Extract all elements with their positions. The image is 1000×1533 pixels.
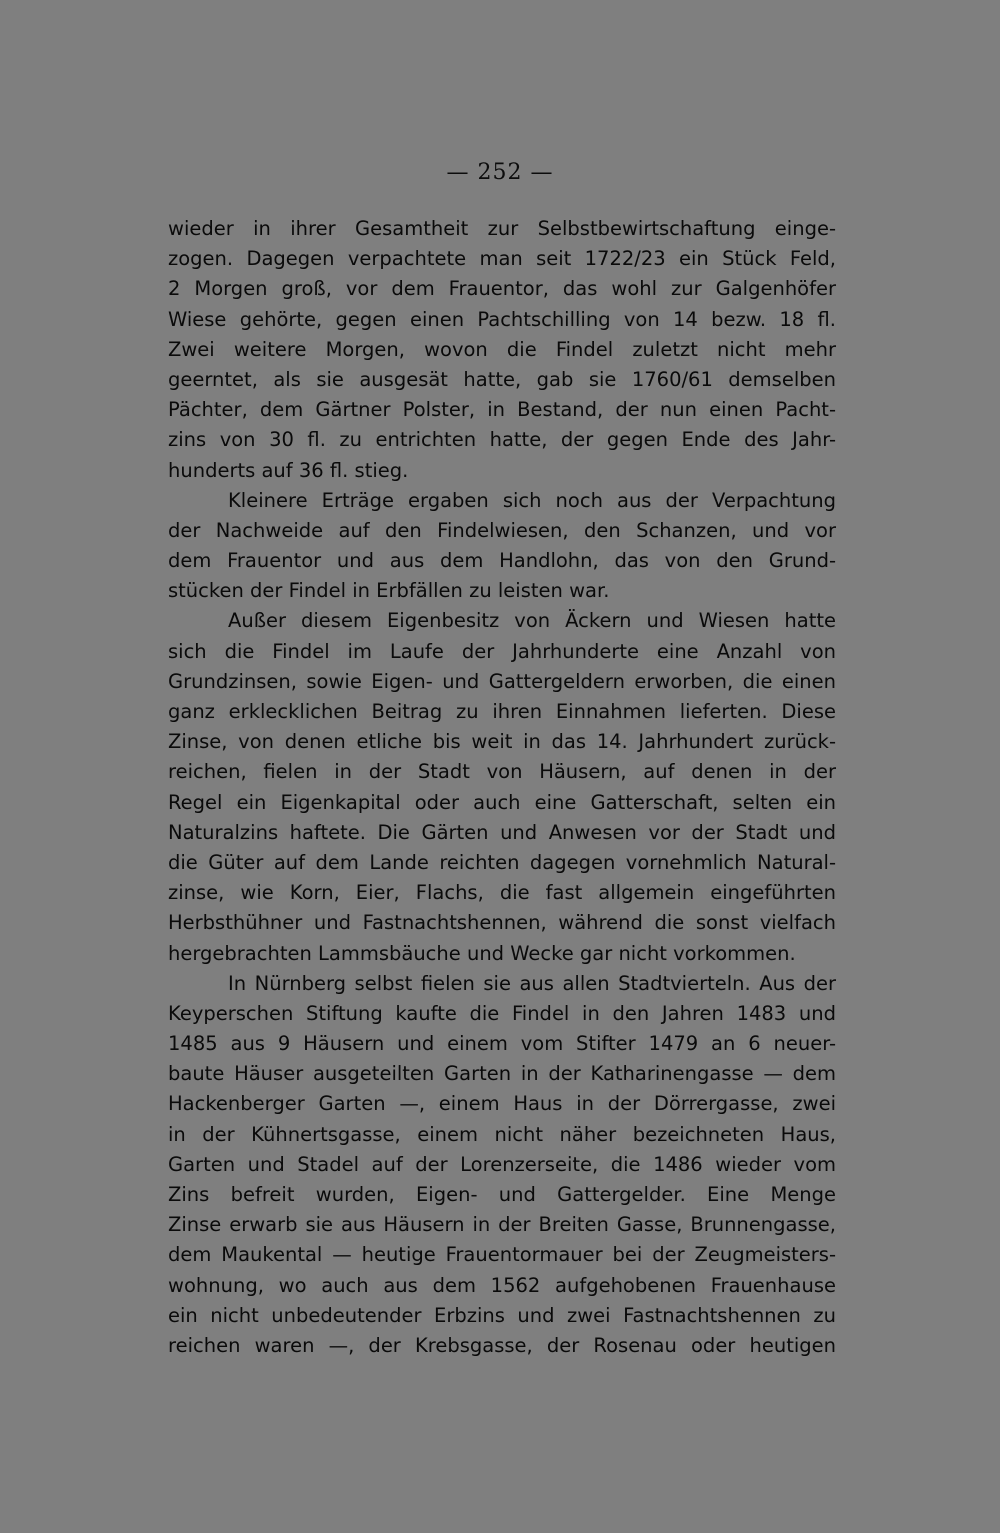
text-line: Pächter, dem Gärtner Polster, in Bestand, der nun einen Pacht- xyxy=(168,398,836,422)
text-line: dem Frauentor und aus dem Handlohn, das von den Grund- xyxy=(168,549,836,573)
text-line: zins von 30 fl. zu entrichten hatte, der gegen Ende des Jahr- xyxy=(168,428,836,452)
text-line: hergebrachten Lammsbäuche und Wecke gar nicht vorkommen. xyxy=(168,941,796,965)
text-line: wohnung, wo auch aus dem 1562 aufgehobenen Frauenhause xyxy=(168,1273,836,1297)
text-line: in der Kühnertsgasse, einem nicht näher bezeichneten Haus, xyxy=(168,1122,836,1146)
text-line: reichen, fielen in der Stadt von Häusern, auf denen in der xyxy=(168,760,836,784)
text-line: reichen waren —, der Krebsgasse, der Rosenau oder heutigen xyxy=(168,1333,836,1357)
text-line: zinse, wie Korn, Eier, Flachs, die fast allgemein eingeführten xyxy=(168,881,836,905)
text-line: stücken der Findel in Erbfällen zu leisten war. xyxy=(168,579,610,603)
text-line: ein nicht unbedeutender Erbzins und zwei Fastnachtshennen zu xyxy=(168,1303,836,1327)
text-line: Zwei weitere Morgen, wovon die Findel zuletzt nicht mehr xyxy=(168,337,836,361)
text-line: Garten und Stadel auf der Lorenzerseite, die 1486 wieder vom xyxy=(168,1152,836,1176)
text-line: wieder in ihrer Gesamtheit zur Selbstbewirtschaftung einge- xyxy=(168,217,836,240)
text-line: Herbsthühner und Fastnachtshennen, während die sonst vielfach xyxy=(168,911,836,935)
text-line: Zinse erwarb sie aus Häusern in der Breiten Gasse, Brunnengasse, xyxy=(168,1213,836,1237)
text-line: Naturalzins haftete. Die Gärten und Anwesen vor der Stadt und xyxy=(168,820,836,844)
text-line: Zins befreit wurden, Eigen- und Gattergelder. Eine Menge xyxy=(168,1183,836,1206)
text-line: hunderts auf 36 fl. stieg. xyxy=(168,458,409,482)
paragraph-first-line: Kleinere Erträge ergaben sich noch aus der Verpachtung xyxy=(228,488,836,512)
text-line: Zinse, von denen etliche bis weit in das 14. Jahrhundert zurück- xyxy=(168,730,836,754)
text-line: Regel ein Eigenkapital oder auch eine Gatterschaft, selten ein xyxy=(168,790,836,814)
text-line: die Güter auf dem Lande reichten dagegen vornehmlich Natural- xyxy=(168,850,836,874)
paragraph-first-line: In Nürnberg selbst fielen sie aus allen Stadtvierteln. Aus der xyxy=(228,971,836,995)
text-line: Hackenberger Garten —, einem Haus in der Dörrergasse, zwei xyxy=(168,1092,836,1116)
text-line: Wiese gehörte, gegen einen Pachtschilling von 14 bezw. 18 fl. xyxy=(168,307,836,331)
page-number: — 252 — xyxy=(446,160,554,185)
text-line: Grundzinsen, sowie Eigen- und Gattergeldern erworben, die einen xyxy=(168,669,836,693)
text-line: ganz erklecklichen Beitrag zu ihren Einnahmen lieferten. Diese xyxy=(168,700,836,723)
text-line: der Nachweide auf den Findelwiesen, den Schanzen, und vor xyxy=(168,518,836,542)
text-line: sich die Findel im Laufe der Jahrhunderte eine Anzahl von xyxy=(168,639,836,663)
text-line: zogen. Dagegen verpachtete man seit 1722/23 ein Stück Feld, xyxy=(168,247,836,271)
text-line: Keyperschen Stiftung kaufte die Findel in den Jahren 1483 und xyxy=(168,1001,836,1025)
paragraph-first-line: Außer diesem Eigenbesitz von Äckern und Wiesen hatte xyxy=(228,609,836,633)
text-line: 2 Morgen groß, vor dem Frauentor, das wohl zur Galgenhöfer xyxy=(168,277,836,301)
text-line: geerntet, als sie ausgesät hatte, gab sie 1760/61 demselben xyxy=(168,367,836,391)
body-text xyxy=(168,214,836,1361)
text-line: baute Häuser ausgeteilten Garten in der Katharinengasse — dem xyxy=(168,1062,836,1086)
text-line: dem Maukental — heutige Frauentormauer bei der Zeugmeisters- xyxy=(168,1243,836,1267)
text-line: 1485 aus 9 Häusern und einem vom Stifter 1479 an 6 neuer- xyxy=(168,1032,836,1056)
